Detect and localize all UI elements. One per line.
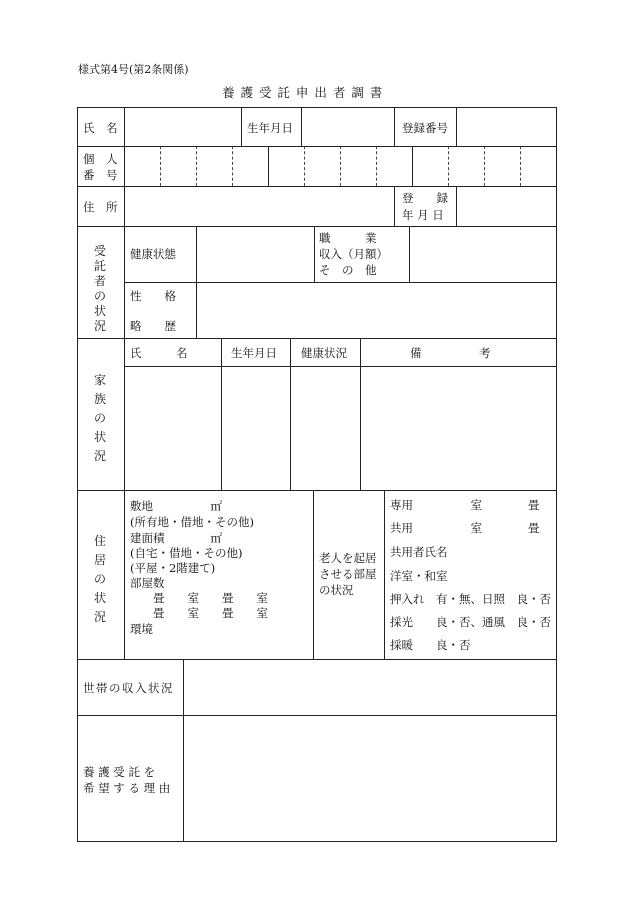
- name-label: 氏 名: [83, 121, 118, 135]
- room-shared-names-line: 共用者氏名: [390, 545, 448, 559]
- residence-rooms-label: 部屋数: [130, 576, 165, 590]
- room-light-ventilation-line: 採光 良・否、通風 良・否: [390, 615, 551, 629]
- family-name-field[interactable]: [125, 367, 220, 489]
- reason-field[interactable]: [184, 716, 555, 840]
- consignee-section-label: 受託者の状況: [93, 244, 106, 333]
- family-header-name-text: 氏 名: [130, 346, 188, 360]
- family-header-name: [130, 346, 215, 360]
- family-birthdate-field[interactable]: [222, 367, 289, 489]
- registration-date-label-line2: 年 月 日: [402, 208, 444, 222]
- family-header-health: 健康状況: [301, 346, 347, 360]
- registration-date-label-line1: 登 録: [402, 191, 448, 205]
- residence-land-line: 敷地 ㎡: [130, 499, 222, 513]
- document-title: 養 護 受 託 申 出 者 調 書: [222, 85, 384, 100]
- occupation-label: 職 業: [319, 231, 377, 245]
- personal-number-field[interactable]: [125, 147, 555, 185]
- name-field[interactable]: [125, 108, 240, 146]
- residence-rooms-line1: 畳 室 畳 室: [130, 591, 268, 605]
- residence-environment-line: 環境: [130, 622, 153, 636]
- household-income-label: 世帯の収入状況: [83, 681, 174, 695]
- personality-label: 性 格: [130, 289, 176, 303]
- residence-house-type-line: (自宅・借地・その他): [130, 546, 243, 560]
- residence-floors-line: (平屋・2階建て): [130, 561, 216, 575]
- room-heating-line: 採暖 良・否: [390, 638, 471, 652]
- health-status-field[interactable]: [197, 227, 313, 281]
- other-label: そ の 他: [319, 263, 377, 277]
- family-header-remarks: 備 考: [410, 346, 491, 360]
- registration-number-label: 登録番号: [402, 121, 448, 135]
- reason-label-line1: 養 護 受 託 を: [83, 765, 156, 779]
- family-health-field[interactable]: [291, 367, 359, 489]
- income-monthly-label: 収入（月額）: [319, 247, 388, 261]
- family-header-birthdate: 生年月日: [231, 346, 277, 360]
- career-label: 略 歴: [130, 319, 176, 333]
- room-shared-line: 共用 室 畳: [390, 521, 540, 535]
- form-code: 様式第4号(第2条関係): [78, 63, 189, 76]
- occupation-field[interactable]: [410, 227, 555, 281]
- birthdate-label: 生年月日: [247, 121, 293, 135]
- residence-building-area-line: 建面積 ㎡: [130, 531, 222, 545]
- birthdate-field[interactable]: [302, 108, 393, 146]
- health-status-label: 健康状態: [130, 247, 176, 261]
- room-private-line: 専用 室 畳: [390, 498, 540, 512]
- family-section-label: 家族の状況: [93, 373, 106, 463]
- personal-number-label-line1: 個 人: [83, 152, 118, 166]
- elder-room-label-line3: の状況: [319, 583, 354, 597]
- address-field[interactable]: [125, 187, 393, 225]
- room-style-line: 洋室・和室: [390, 569, 448, 583]
- registration-number-field[interactable]: [457, 108, 555, 146]
- residence-ownership-line: (所有地・借地・その他): [130, 515, 254, 529]
- elder-room-label-line2: させる部屋: [319, 567, 377, 581]
- personality-career-field[interactable]: [197, 283, 555, 337]
- reason-label-line2: 希 望 す る 理 由: [83, 781, 171, 795]
- room-closet-sunlight-line: 押入れ 有・無、日照 良・否: [390, 592, 551, 606]
- registration-date-field[interactable]: [457, 187, 555, 225]
- address-label: 住 所: [83, 200, 118, 214]
- elder-room-label-line1: 老人を起居: [319, 551, 377, 565]
- family-remarks-field[interactable]: [361, 367, 555, 489]
- household-income-field[interactable]: [184, 660, 555, 714]
- residence-rooms-line2: 畳 室 畳 室: [130, 606, 268, 620]
- personal-number-label-line2: 番 号: [83, 168, 118, 182]
- residence-section-label: 住居の状況: [93, 534, 106, 624]
